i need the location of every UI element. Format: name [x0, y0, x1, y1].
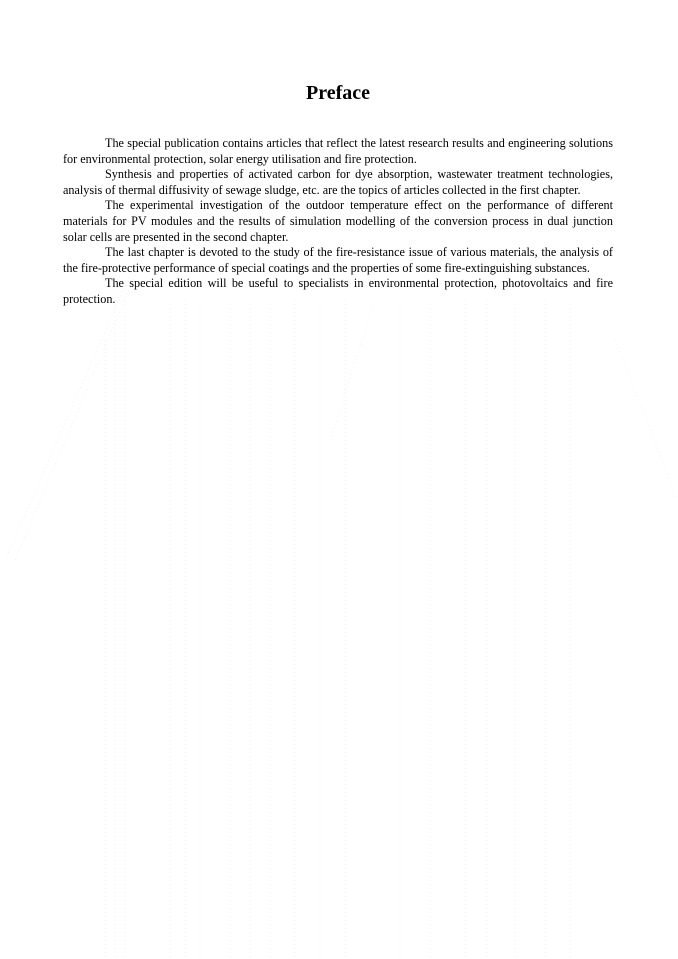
preface-body [63, 136, 613, 308]
paragraph-chapter-3: The last chapter is devoted to the study of the fire-resistance issue of various materials, the analysis of the fire-protective performance of special coatings and the properties of some fire-extinguishing substances. [63, 245, 613, 275]
paragraph-chapter-2: The experimental investigation of the outdoor temperature effect on the performance of different materials for PV modules and the results of simulation modelling of the conversion process in dual junction solar cells are presented in the second chapter. [63, 198, 613, 244]
page-title: Preface [305, 82, 371, 104]
paragraph-intro: The special publication contains articles that reflect the latest research results and engineering solutions for environmental protection, solar energy utilisation and fire protection. [63, 136, 613, 166]
paragraph-audience: The special edition will be useful to specialists in environmental protection, photovoltaics and fire protection. [63, 276, 613, 306]
paragraph-chapter-1: Synthesis and properties of activated carbon for dye absorption, wastewater treatment technologies, analysis of thermal diffusivity of sewage sludge, etc. are the topics of articles collected in the first chapter. [63, 167, 613, 197]
